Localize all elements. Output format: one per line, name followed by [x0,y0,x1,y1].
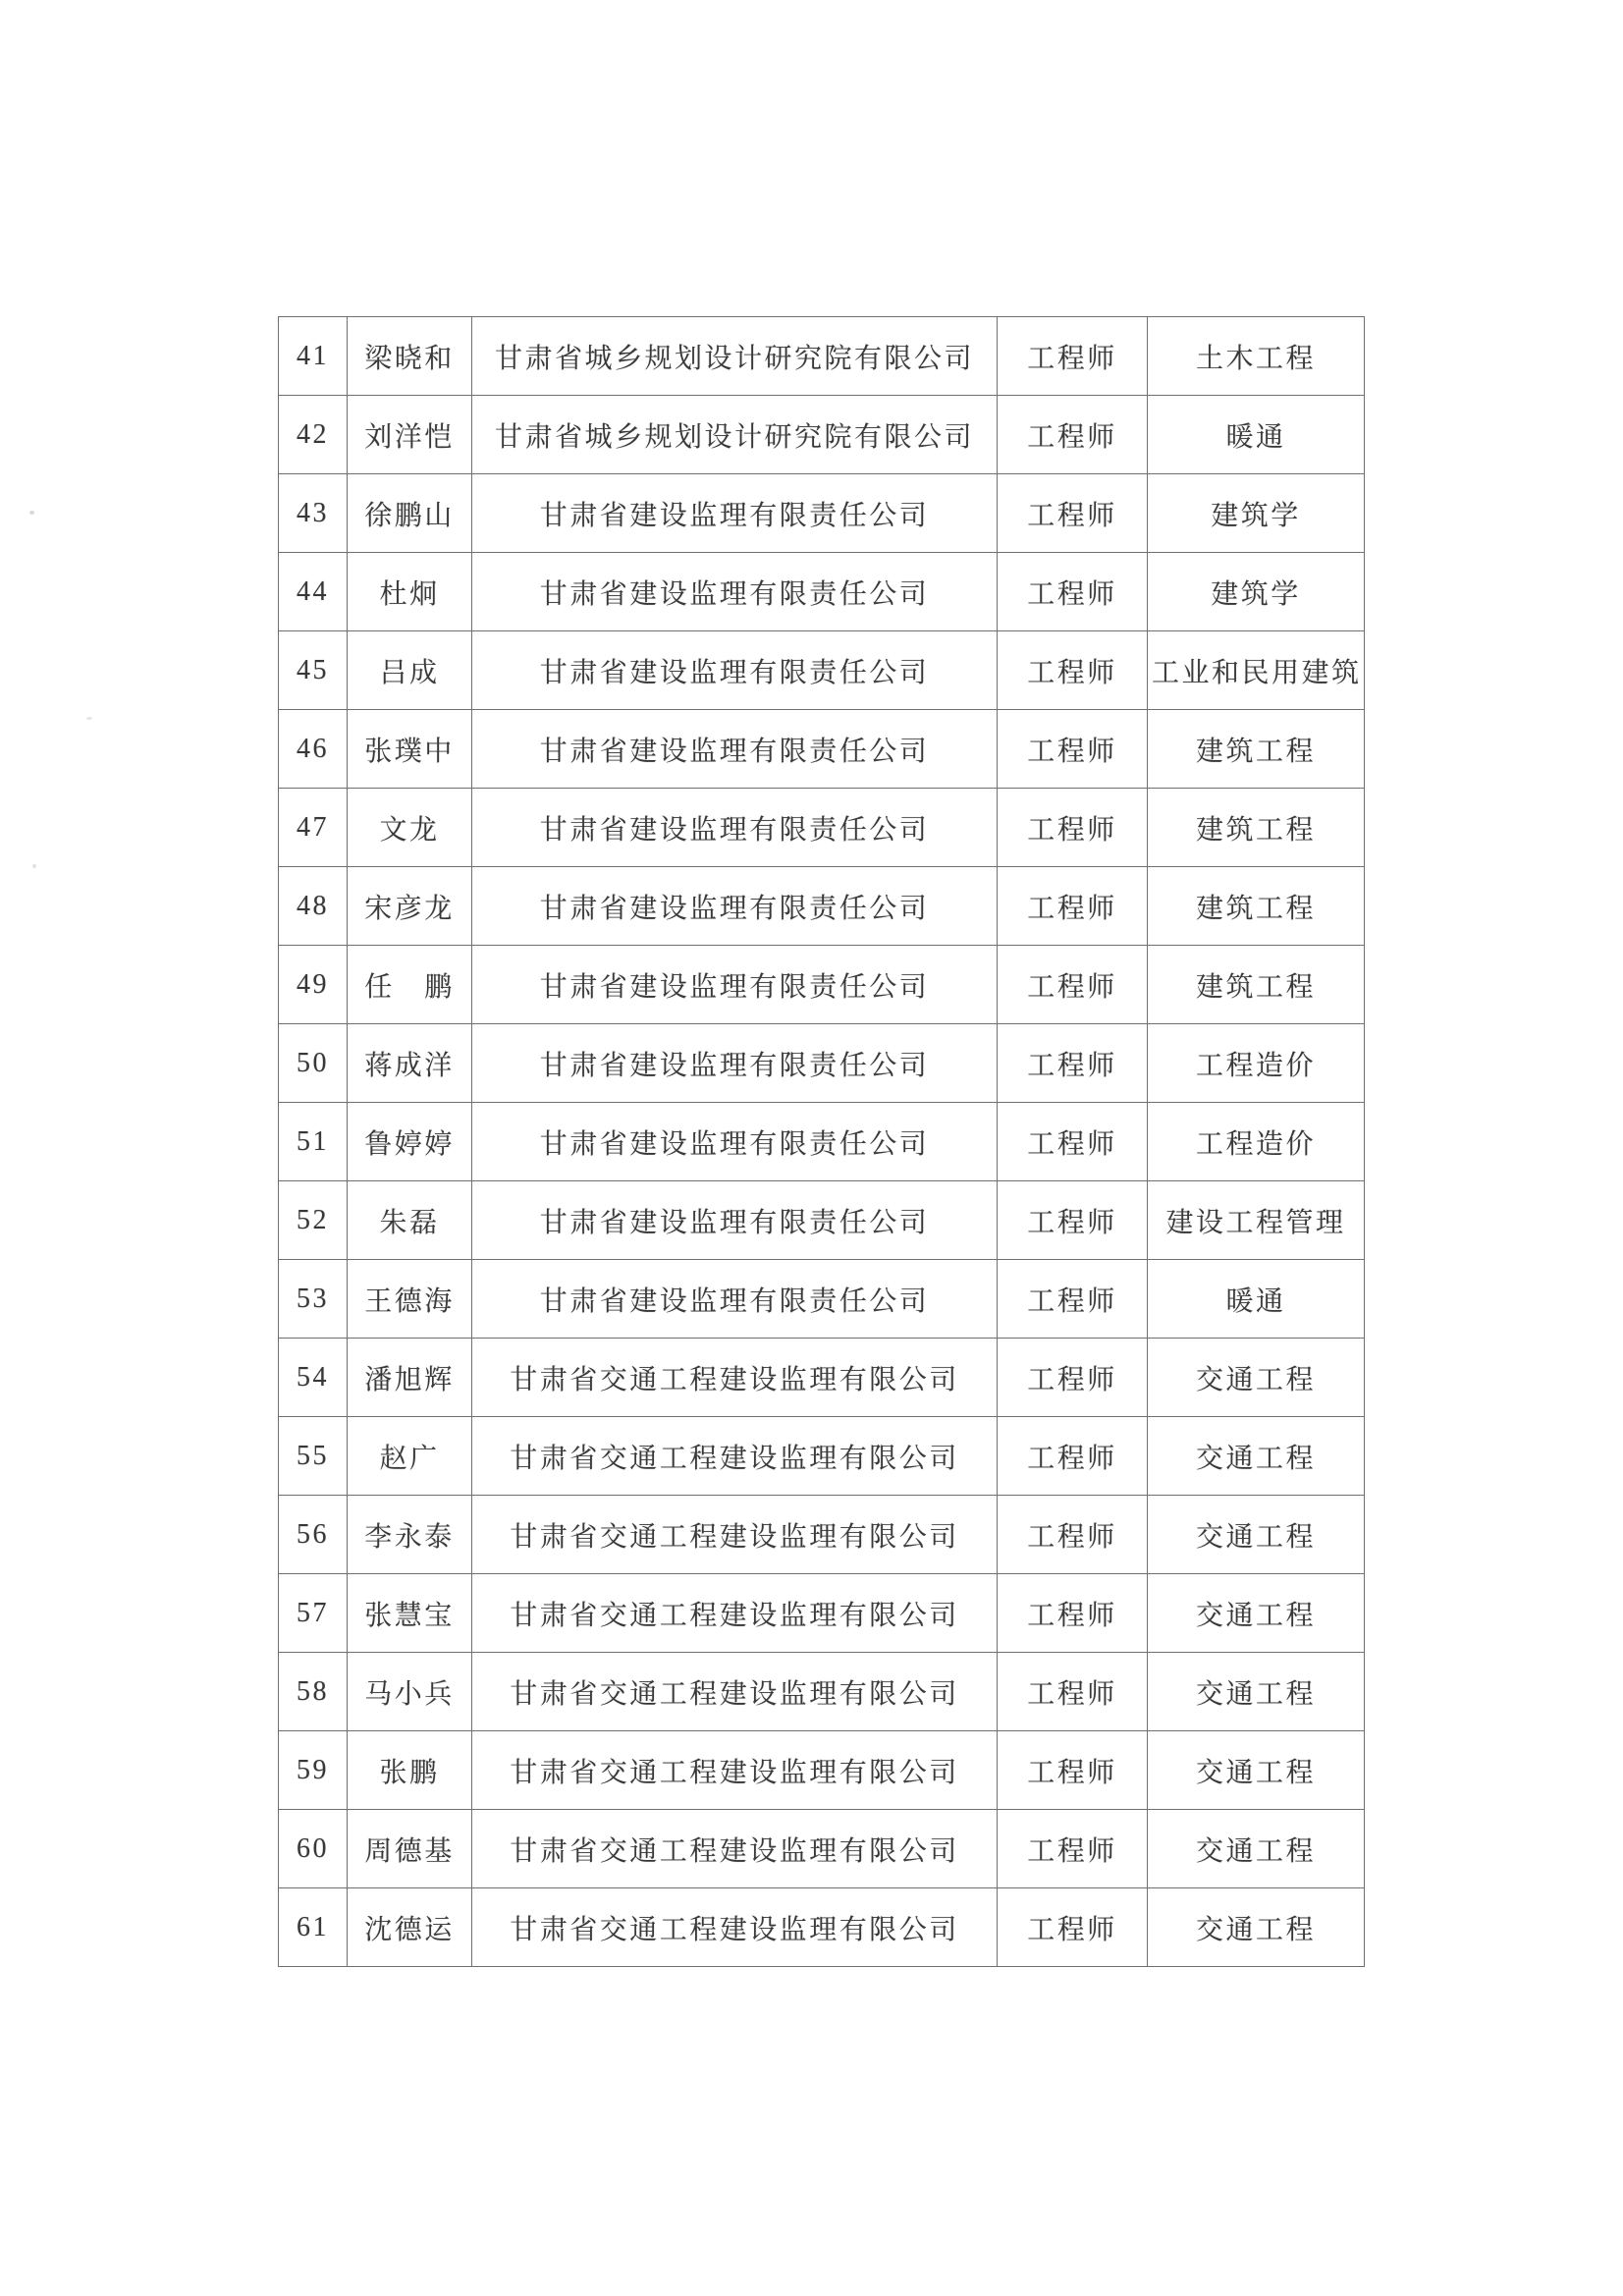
cell-major: 建设工程管理 [1148,1181,1365,1260]
table-row [279,1731,1365,1810]
cell-title: 工程师 [998,1574,1148,1653]
cell-name: 文龙 [348,789,472,867]
cell-name: 沈德运 [348,1888,472,1967]
table-row [279,789,1365,867]
cell-major: 交通工程 [1148,1731,1365,1810]
table-row [279,396,1365,474]
cell-major: 建筑工程 [1148,867,1365,946]
cell-company: 甘肃省建设监理有限责任公司 [472,1181,998,1260]
cell-title: 工程师 [998,1024,1148,1103]
table-row [279,1888,1365,1967]
cell-major: 建筑学 [1148,474,1365,553]
cell-major: 暖通 [1148,1260,1365,1339]
cell-major: 工业和民用建筑 [1148,631,1365,710]
cell-title: 工程师 [998,1731,1148,1810]
cell-no: 56 [279,1496,348,1574]
table-row [279,1181,1365,1260]
cell-company: 甘肃省城乡规划设计研究院有限公司 [472,317,998,396]
cell-name: 赵广 [348,1417,472,1496]
cell-company: 甘肃省交通工程建设监理有限公司 [472,1339,998,1417]
cell-no: 42 [279,396,348,474]
cell-title: 工程师 [998,553,1148,631]
cell-company: 甘肃省交通工程建设监理有限公司 [472,1653,998,1731]
table-row [279,946,1365,1024]
cell-major: 建筑学 [1148,553,1365,631]
cell-name: 任 鹏 [348,946,472,1024]
cell-major: 土木工程 [1148,317,1365,396]
cell-major: 建筑工程 [1148,946,1365,1024]
table-row [279,317,1365,396]
cell-company: 甘肃省城乡规划设计研究院有限公司 [472,396,998,474]
cell-title: 工程师 [998,1888,1148,1967]
cell-no: 54 [279,1339,348,1417]
cell-no: 60 [279,1810,348,1888]
table-row [279,1024,1365,1103]
cell-name: 张璞中 [348,710,472,789]
cell-company: 甘肃省建设监理有限责任公司 [472,789,998,867]
scan-speck [29,511,34,515]
table-row [279,1417,1365,1496]
cell-company: 甘肃省建设监理有限责任公司 [472,631,998,710]
cell-no: 53 [279,1260,348,1339]
cell-no: 58 [279,1653,348,1731]
cell-major: 交通工程 [1148,1653,1365,1731]
cell-major: 交通工程 [1148,1810,1365,1888]
cell-title: 工程师 [998,631,1148,710]
cell-title: 工程师 [998,1181,1148,1260]
cell-no: 51 [279,1103,348,1181]
cell-company: 甘肃省交通工程建设监理有限公司 [472,1417,998,1496]
cell-title: 工程师 [998,1810,1148,1888]
cell-name: 王德海 [348,1260,472,1339]
cell-name: 梁晓和 [348,317,472,396]
cell-title: 工程师 [998,474,1148,553]
table-row [279,867,1365,946]
cell-name: 蒋成洋 [348,1024,472,1103]
cell-name: 张鹏 [348,1731,472,1810]
cell-no: 50 [279,1024,348,1103]
cell-no: 55 [279,1417,348,1496]
cell-title: 工程师 [998,946,1148,1024]
cell-name: 宋彦龙 [348,867,472,946]
table-row [279,1260,1365,1339]
cell-company: 甘肃省交通工程建设监理有限公司 [472,1574,998,1653]
table-row [279,553,1365,631]
cell-no: 41 [279,317,348,396]
cell-no: 46 [279,710,348,789]
cell-title: 工程师 [998,1417,1148,1496]
cell-name: 潘旭辉 [348,1339,472,1417]
cell-company: 甘肃省建设监理有限责任公司 [472,474,998,553]
table-row [279,474,1365,553]
cell-major: 交通工程 [1148,1888,1365,1967]
table-row [279,1496,1365,1574]
table-row [279,710,1365,789]
cell-no: 57 [279,1574,348,1653]
cell-title: 工程师 [998,1496,1148,1574]
table-row [279,1339,1365,1417]
cell-name: 杜炯 [348,553,472,631]
cell-no: 44 [279,553,348,631]
cell-title: 工程师 [998,1653,1148,1731]
cell-no: 61 [279,1888,348,1967]
cell-name: 张慧宝 [348,1574,472,1653]
cell-company: 甘肃省建设监理有限责任公司 [472,1103,998,1181]
cell-title: 工程师 [998,317,1148,396]
cell-major: 暖通 [1148,396,1365,474]
cell-no: 49 [279,946,348,1024]
cell-title: 工程师 [998,1103,1148,1181]
cell-company: 甘肃省建设监理有限责任公司 [472,553,998,631]
cell-title: 工程师 [998,710,1148,789]
scan-speck [86,717,92,720]
table-row [279,1653,1365,1731]
cell-name: 朱磊 [348,1181,472,1260]
cell-no: 59 [279,1731,348,1810]
cell-major: 交通工程 [1148,1339,1365,1417]
cell-company: 甘肃省建设监理有限责任公司 [472,1260,998,1339]
personnel-roster-table-body [279,317,1365,1967]
cell-no: 48 [279,867,348,946]
cell-company: 甘肃省建设监理有限责任公司 [472,946,998,1024]
cell-company: 甘肃省交通工程建设监理有限公司 [472,1731,998,1810]
cell-name: 周德基 [348,1810,472,1888]
cell-title: 工程师 [998,1260,1148,1339]
cell-no: 47 [279,789,348,867]
cell-name: 李永泰 [348,1496,472,1574]
personnel-roster-table [278,316,1365,1967]
cell-name: 鲁婷婷 [348,1103,472,1181]
cell-major: 交通工程 [1148,1496,1365,1574]
cell-company: 甘肃省建设监理有限责任公司 [472,867,998,946]
table-row [279,1103,1365,1181]
table-row [279,1574,1365,1653]
cell-title: 工程师 [998,789,1148,867]
table-row [279,631,1365,710]
cell-no: 52 [279,1181,348,1260]
cell-major: 建筑工程 [1148,789,1365,867]
cell-name: 吕成 [348,631,472,710]
cell-major: 工程造价 [1148,1103,1365,1181]
scan-speck [32,864,36,868]
cell-company: 甘肃省交通工程建设监理有限公司 [472,1496,998,1574]
cell-title: 工程师 [998,396,1148,474]
cell-company: 甘肃省建设监理有限责任公司 [472,710,998,789]
cell-title: 工程师 [998,1339,1148,1417]
cell-company: 甘肃省交通工程建设监理有限公司 [472,1810,998,1888]
cell-name: 徐鹏山 [348,474,472,553]
cell-major: 建筑工程 [1148,710,1365,789]
cell-title: 工程师 [998,867,1148,946]
cell-company: 甘肃省建设监理有限责任公司 [472,1024,998,1103]
cell-name: 刘洋恺 [348,396,472,474]
table-row [279,1810,1365,1888]
cell-no: 43 [279,474,348,553]
cell-major: 交通工程 [1148,1417,1365,1496]
cell-major: 工程造价 [1148,1024,1365,1103]
cell-company: 甘肃省交通工程建设监理有限公司 [472,1888,998,1967]
cell-major: 交通工程 [1148,1574,1365,1653]
cell-name: 马小兵 [348,1653,472,1731]
cell-no: 45 [279,631,348,710]
